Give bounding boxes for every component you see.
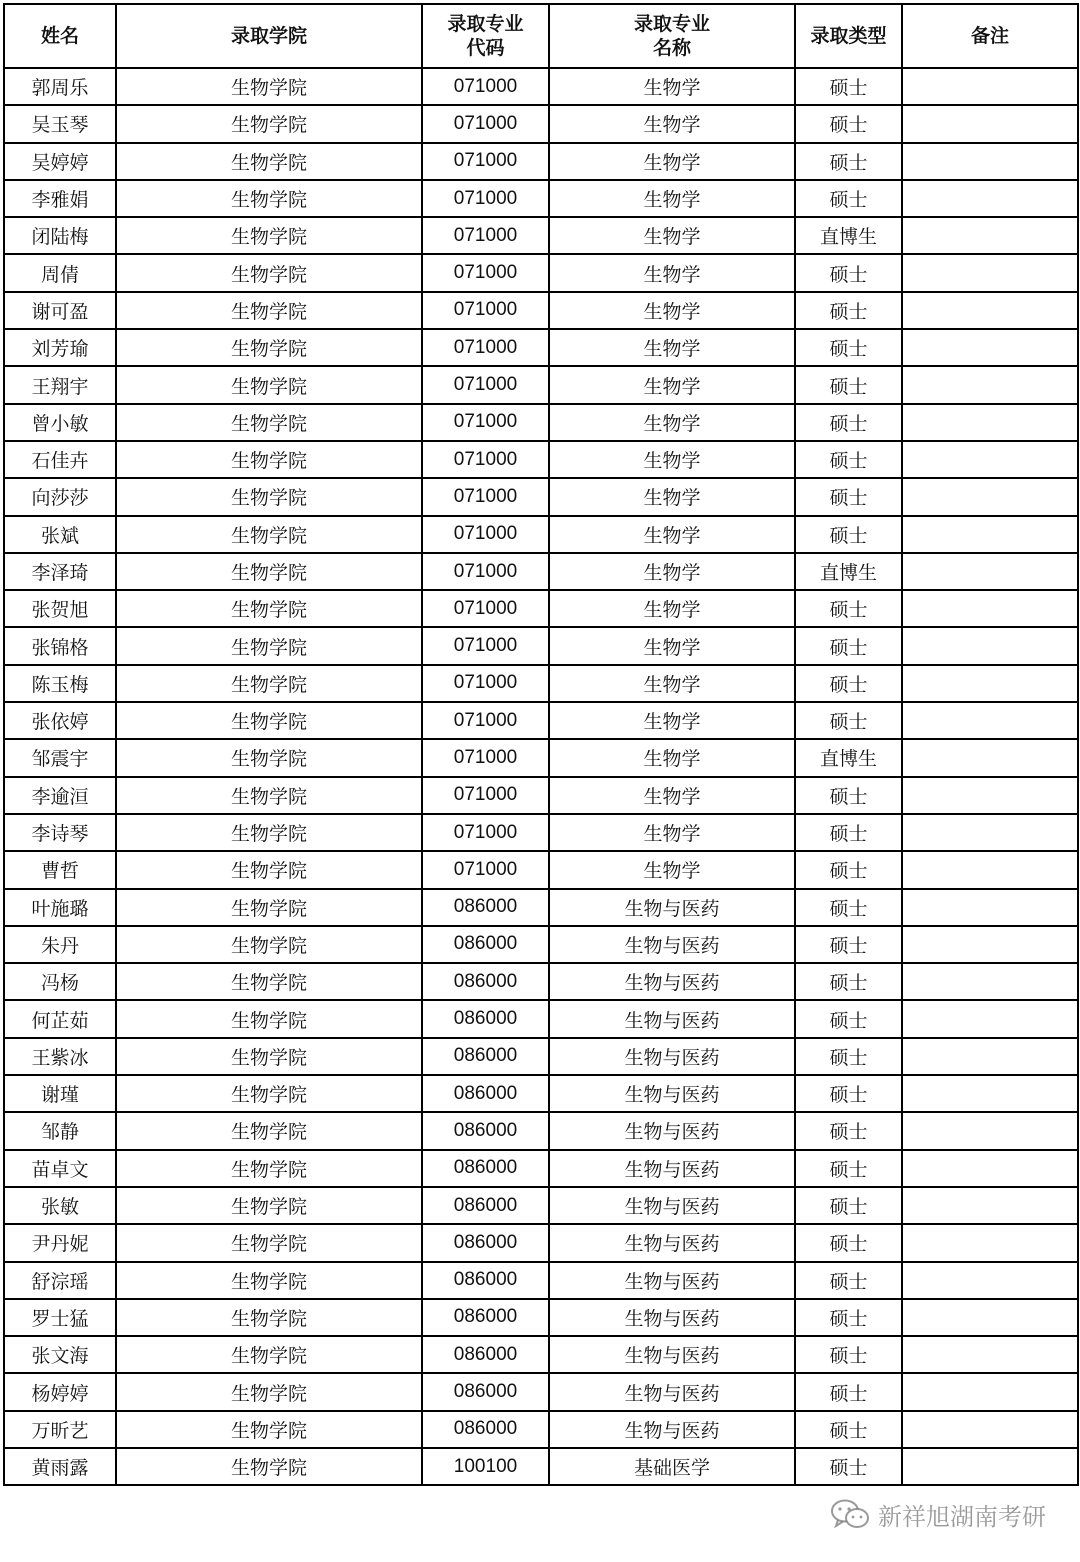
table-row — [4, 739, 1078, 776]
cell-college: 生物学院 — [116, 292, 422, 329]
cell-college: 生物学院 — [116, 1075, 422, 1112]
cell-note — [902, 627, 1078, 664]
header-major-name — [549, 4, 795, 68]
cell-note — [902, 665, 1078, 702]
cell-major-code: 071000 — [422, 851, 549, 888]
watermark — [830, 1497, 1046, 1532]
header-major-name-line1: 录取专业 — [633, 13, 710, 35]
cell-name: 向莎莎 — [4, 478, 116, 515]
cell-major-code: 071000 — [422, 441, 549, 478]
cell-major-name: 生物学 — [549, 404, 795, 441]
table-row — [4, 1187, 1078, 1224]
cell-admission-type: 硕士 — [795, 516, 902, 553]
cell-major-code: 086000 — [422, 1075, 549, 1112]
cell-college: 生物学院 — [116, 1000, 422, 1037]
header-admission-type: 录取类型 — [795, 4, 902, 68]
cell-major-code: 071000 — [422, 739, 549, 776]
cell-name: 张斌 — [4, 516, 116, 553]
cell-note — [902, 329, 1078, 366]
cell-note — [902, 441, 1078, 478]
cell-admission-type: 硕士 — [795, 851, 902, 888]
cell-major-name: 生物学 — [549, 143, 795, 180]
table-row — [4, 1411, 1078, 1448]
table-row — [4, 1262, 1078, 1299]
cell-major-code: 086000 — [422, 1112, 549, 1149]
table-row — [4, 665, 1078, 702]
cell-major-name: 生物学 — [549, 516, 795, 553]
cell-name: 舒淙瑶 — [4, 1262, 116, 1299]
cell-name: 张敏 — [4, 1187, 116, 1224]
table-row — [4, 553, 1078, 590]
cell-admission-type: 硕士 — [795, 329, 902, 366]
cell-major-name: 生物与医药 — [549, 1224, 795, 1261]
table-row — [4, 814, 1078, 851]
table-row — [4, 1373, 1078, 1410]
cell-college: 生物学院 — [116, 926, 422, 963]
cell-admission-type: 直博生 — [795, 217, 902, 254]
table-row — [4, 68, 1078, 105]
cell-major-name: 生物与医药 — [549, 1299, 795, 1336]
cell-admission-type: 硕士 — [795, 889, 902, 926]
cell-college: 生物学院 — [116, 180, 422, 217]
cell-college: 生物学院 — [116, 404, 422, 441]
cell-major-name: 生物学 — [549, 180, 795, 217]
table-row — [4, 1336, 1078, 1373]
cell-name: 曹哲 — [4, 851, 116, 888]
cell-major-name: 生物学 — [549, 292, 795, 329]
cell-major-code: 086000 — [422, 1038, 549, 1075]
cell-name: 邹静 — [4, 1112, 116, 1149]
table-row — [4, 478, 1078, 515]
cell-admission-type: 硕士 — [795, 1000, 902, 1037]
cell-note — [902, 777, 1078, 814]
cell-major-code: 071000 — [422, 665, 549, 702]
cell-major-code: 086000 — [422, 1373, 549, 1410]
table-row — [4, 516, 1078, 553]
cell-major-name: 生物与医药 — [549, 1075, 795, 1112]
cell-note — [902, 68, 1078, 105]
cell-admission-type: 硕士 — [795, 441, 902, 478]
cell-name: 罗士猛 — [4, 1299, 116, 1336]
cell-note — [902, 105, 1078, 142]
admissions-table — [3, 3, 1079, 1486]
cell-major-name: 生物与医药 — [549, 1112, 795, 1149]
cell-major-code: 071000 — [422, 590, 549, 627]
cell-note — [902, 1411, 1078, 1448]
cell-name: 张锦格 — [4, 627, 116, 664]
cell-name: 冯杨 — [4, 963, 116, 1000]
cell-major-name: 生物学 — [549, 590, 795, 627]
header-college: 录取学院 — [116, 4, 422, 68]
cell-college: 生物学院 — [116, 1150, 422, 1187]
cell-major-code: 086000 — [422, 1336, 549, 1373]
cell-name: 郭周乐 — [4, 68, 116, 105]
header-major-code-line2: 代码 — [466, 37, 505, 59]
cell-major-name: 生物学 — [549, 68, 795, 105]
cell-major-name: 生物与医药 — [549, 1411, 795, 1448]
table-row — [4, 889, 1078, 926]
table-body — [4, 68, 1078, 1485]
table-row — [4, 590, 1078, 627]
cell-major-name: 生物与医药 — [549, 1187, 795, 1224]
cell-college: 生物学院 — [116, 889, 422, 926]
cell-college: 生物学院 — [116, 1299, 422, 1336]
cell-admission-type: 硕士 — [795, 478, 902, 515]
cell-name: 朱丹 — [4, 926, 116, 963]
cell-college: 生物学院 — [116, 68, 422, 105]
cell-admission-type: 硕士 — [795, 590, 902, 627]
cell-major-name: 生物学 — [549, 739, 795, 776]
cell-note — [902, 851, 1078, 888]
wechat-icon — [830, 1498, 870, 1532]
cell-name: 吴玉琴 — [4, 105, 116, 142]
cell-note — [902, 180, 1078, 217]
cell-note — [902, 1336, 1078, 1373]
cell-college: 生物学院 — [116, 851, 422, 888]
cell-major-code: 086000 — [422, 1262, 549, 1299]
table-row — [4, 254, 1078, 291]
cell-college: 生物学院 — [116, 143, 422, 180]
cell-name: 石佳卉 — [4, 441, 116, 478]
table-row — [4, 1112, 1078, 1149]
cell-college: 生物学院 — [116, 814, 422, 851]
cell-admission-type: 硕士 — [795, 1075, 902, 1112]
cell-name: 李雅娟 — [4, 180, 116, 217]
cell-note — [902, 254, 1078, 291]
cell-name: 周倩 — [4, 254, 116, 291]
cell-college: 生物学院 — [116, 665, 422, 702]
cell-major-name: 生物学 — [549, 217, 795, 254]
table-row — [4, 963, 1078, 1000]
table-row — [4, 1038, 1078, 1075]
cell-admission-type: 直博生 — [795, 739, 902, 776]
table-row — [4, 926, 1078, 963]
table-row — [4, 105, 1078, 142]
table-row — [4, 1448, 1078, 1485]
cell-admission-type: 硕士 — [795, 1187, 902, 1224]
cell-note — [902, 292, 1078, 329]
cell-major-name: 生物与医药 — [549, 1262, 795, 1299]
cell-note — [902, 963, 1078, 1000]
table-row — [4, 217, 1078, 254]
cell-college: 生物学院 — [116, 963, 422, 1000]
cell-major-name: 生物与医药 — [549, 889, 795, 926]
cell-major-name: 生物与医药 — [549, 1150, 795, 1187]
cell-note — [902, 143, 1078, 180]
cell-college: 生物学院 — [116, 1187, 422, 1224]
cell-name: 闭陆梅 — [4, 217, 116, 254]
header-major-code-line1: 录取专业 — [447, 13, 524, 35]
cell-note — [902, 1224, 1078, 1261]
cell-name: 何芷茹 — [4, 1000, 116, 1037]
cell-admission-type: 硕士 — [795, 627, 902, 664]
cell-name: 李诗琴 — [4, 814, 116, 851]
cell-note — [902, 516, 1078, 553]
cell-major-code: 086000 — [422, 1187, 549, 1224]
cell-major-code: 071000 — [422, 627, 549, 664]
cell-name: 谢可盈 — [4, 292, 116, 329]
cell-major-code: 071000 — [422, 143, 549, 180]
cell-admission-type: 硕士 — [795, 1411, 902, 1448]
cell-major-code: 100100 — [422, 1448, 549, 1485]
cell-admission-type: 直博生 — [795, 553, 902, 590]
cell-admission-type: 硕士 — [795, 292, 902, 329]
table-row — [4, 292, 1078, 329]
header-major-name-line2: 名称 — [652, 37, 691, 59]
cell-note — [902, 1150, 1078, 1187]
table-row — [4, 143, 1078, 180]
cell-admission-type: 硕士 — [795, 1150, 902, 1187]
cell-major-name: 生物学 — [549, 366, 795, 403]
cell-name: 谢瑾 — [4, 1075, 116, 1112]
cell-major-code: 086000 — [422, 889, 549, 926]
cell-college: 生物学院 — [116, 553, 422, 590]
cell-major-code: 071000 — [422, 478, 549, 515]
cell-major-code: 086000 — [422, 1000, 549, 1037]
cell-admission-type: 硕士 — [795, 366, 902, 403]
cell-admission-type: 硕士 — [795, 963, 902, 1000]
cell-major-name: 生物学 — [549, 254, 795, 291]
cell-major-code: 071000 — [422, 777, 549, 814]
cell-college: 生物学院 — [116, 1373, 422, 1410]
cell-admission-type: 硕士 — [795, 1262, 902, 1299]
cell-college: 生物学院 — [116, 366, 422, 403]
cell-college: 生物学院 — [116, 441, 422, 478]
cell-name: 吴婷婷 — [4, 143, 116, 180]
table-row — [4, 1150, 1078, 1187]
table-row — [4, 366, 1078, 403]
cell-name: 尹丹妮 — [4, 1224, 116, 1261]
cell-major-code: 071000 — [422, 702, 549, 739]
cell-admission-type: 硕士 — [795, 105, 902, 142]
table-row — [4, 1224, 1078, 1261]
table-row — [4, 441, 1078, 478]
cell-note — [902, 366, 1078, 403]
cell-college: 生物学院 — [116, 1038, 422, 1075]
cell-name: 张依婷 — [4, 702, 116, 739]
header-row — [4, 4, 1078, 68]
cell-major-code: 086000 — [422, 963, 549, 1000]
cell-name: 苗卓文 — [4, 1150, 116, 1187]
cell-admission-type: 硕士 — [795, 1112, 902, 1149]
header-note: 备注 — [902, 4, 1078, 68]
cell-major-name: 生物与医药 — [549, 963, 795, 1000]
cell-name: 王紫冰 — [4, 1038, 116, 1075]
cell-note — [902, 217, 1078, 254]
table-row — [4, 180, 1078, 217]
cell-note — [902, 814, 1078, 851]
cell-major-code: 071000 — [422, 814, 549, 851]
cell-major-code: 071000 — [422, 180, 549, 217]
table-row — [4, 851, 1078, 888]
cell-major-name: 生物学 — [549, 627, 795, 664]
cell-admission-type: 硕士 — [795, 665, 902, 702]
cell-major-name: 生物学 — [549, 553, 795, 590]
cell-admission-type: 硕士 — [795, 1373, 902, 1410]
table-row — [4, 1000, 1078, 1037]
cell-college: 生物学院 — [116, 739, 422, 776]
cell-note — [902, 926, 1078, 963]
cell-note — [902, 739, 1078, 776]
cell-college: 生物学院 — [116, 1262, 422, 1299]
cell-college: 生物学院 — [116, 1224, 422, 1261]
cell-name: 李泽琦 — [4, 553, 116, 590]
cell-major-code: 086000 — [422, 1411, 549, 1448]
cell-major-code: 086000 — [422, 1224, 549, 1261]
cell-name: 杨婷婷 — [4, 1373, 116, 1410]
cell-name: 叶施璐 — [4, 889, 116, 926]
cell-name: 万昕艺 — [4, 1411, 116, 1448]
cell-major-code: 071000 — [422, 329, 549, 366]
cell-major-code: 071000 — [422, 553, 549, 590]
watermark-text: 新祥旭湖南考研 — [878, 1503, 1046, 1531]
cell-major-code: 071000 — [422, 254, 549, 291]
cell-admission-type: 硕士 — [795, 1038, 902, 1075]
cell-major-name: 生物与医药 — [549, 926, 795, 963]
cell-admission-type: 硕士 — [795, 143, 902, 180]
cell-major-code: 071000 — [422, 404, 549, 441]
cell-note — [902, 702, 1078, 739]
cell-note — [902, 1000, 1078, 1037]
cell-major-code: 071000 — [422, 516, 549, 553]
cell-note — [902, 1075, 1078, 1112]
cell-note — [902, 553, 1078, 590]
cell-major-name: 生物学 — [549, 478, 795, 515]
cell-major-code: 071000 — [422, 217, 549, 254]
cell-major-name: 生物学 — [549, 329, 795, 366]
cell-major-code: 071000 — [422, 68, 549, 105]
cell-admission-type: 硕士 — [795, 926, 902, 963]
cell-college: 生物学院 — [116, 478, 422, 515]
cell-major-name: 生物学 — [549, 105, 795, 142]
cell-admission-type: 硕士 — [795, 1336, 902, 1373]
cell-college: 生物学院 — [116, 516, 422, 553]
cell-admission-type: 硕士 — [795, 1448, 902, 1485]
cell-college: 生物学院 — [116, 1112, 422, 1149]
cell-admission-type: 硕士 — [795, 777, 902, 814]
cell-note — [902, 1187, 1078, 1224]
cell-major-code: 086000 — [422, 926, 549, 963]
cell-college: 生物学院 — [116, 1411, 422, 1448]
cell-note — [902, 404, 1078, 441]
cell-college: 生物学院 — [116, 1336, 422, 1373]
cell-name: 陈玉梅 — [4, 665, 116, 702]
cell-admission-type: 硕士 — [795, 702, 902, 739]
cell-major-code: 071000 — [422, 366, 549, 403]
cell-name: 曾小敏 — [4, 404, 116, 441]
cell-major-name: 生物与医药 — [549, 1000, 795, 1037]
cell-admission-type: 硕士 — [795, 1299, 902, 1336]
cell-college: 生物学院 — [116, 217, 422, 254]
table-header — [4, 4, 1078, 68]
cell-major-name: 生物学 — [549, 702, 795, 739]
cell-college: 生物学院 — [116, 590, 422, 627]
cell-admission-type: 硕士 — [795, 180, 902, 217]
cell-college: 生物学院 — [116, 254, 422, 291]
cell-note — [902, 1299, 1078, 1336]
cell-college: 生物学院 — [116, 777, 422, 814]
table-row — [4, 1075, 1078, 1112]
cell-name: 王翔宇 — [4, 366, 116, 403]
cell-note — [902, 889, 1078, 926]
cell-major-code: 086000 — [422, 1150, 549, 1187]
cell-college: 生物学院 — [116, 702, 422, 739]
cell-note — [902, 1262, 1078, 1299]
table-row — [4, 777, 1078, 814]
cell-name: 张贺旭 — [4, 590, 116, 627]
cell-major-code: 086000 — [422, 1299, 549, 1336]
cell-note — [902, 478, 1078, 515]
cell-admission-type: 硕士 — [795, 814, 902, 851]
header-major-code — [422, 4, 549, 68]
table-row — [4, 404, 1078, 441]
cell-admission-type: 硕士 — [795, 68, 902, 105]
cell-major-name: 生物学 — [549, 777, 795, 814]
cell-major-name: 生物与医药 — [549, 1336, 795, 1373]
cell-major-name: 生物与医药 — [549, 1373, 795, 1410]
cell-major-name: 基础医学 — [549, 1448, 795, 1485]
cell-college: 生物学院 — [116, 627, 422, 664]
cell-college: 生物学院 — [116, 105, 422, 142]
cell-major-name: 生物学 — [549, 814, 795, 851]
cell-major-code: 071000 — [422, 292, 549, 329]
cell-note — [902, 1373, 1078, 1410]
cell-admission-type: 硕士 — [795, 404, 902, 441]
cell-major-name: 生物学 — [549, 665, 795, 702]
table-row — [4, 329, 1078, 366]
header-name: 姓名 — [4, 4, 116, 68]
table-row — [4, 702, 1078, 739]
cell-admission-type: 硕士 — [795, 254, 902, 291]
cell-major-name: 生物学 — [549, 851, 795, 888]
table-row — [4, 627, 1078, 664]
cell-major-code: 071000 — [422, 105, 549, 142]
cell-name: 李逾洹 — [4, 777, 116, 814]
cell-major-name: 生物与医药 — [549, 1038, 795, 1075]
cell-name: 刘芳瑜 — [4, 329, 116, 366]
cell-college: 生物学院 — [116, 329, 422, 366]
cell-note — [902, 1038, 1078, 1075]
cell-name: 张文海 — [4, 1336, 116, 1373]
cell-name: 邹震宇 — [4, 739, 116, 776]
cell-note — [902, 590, 1078, 627]
cell-major-name: 生物学 — [549, 441, 795, 478]
cell-college: 生物学院 — [116, 1448, 422, 1485]
cell-admission-type: 硕士 — [795, 1224, 902, 1261]
table-row — [4, 1299, 1078, 1336]
cell-note — [902, 1112, 1078, 1149]
cell-name: 黄雨露 — [4, 1448, 116, 1485]
cell-note — [902, 1448, 1078, 1485]
